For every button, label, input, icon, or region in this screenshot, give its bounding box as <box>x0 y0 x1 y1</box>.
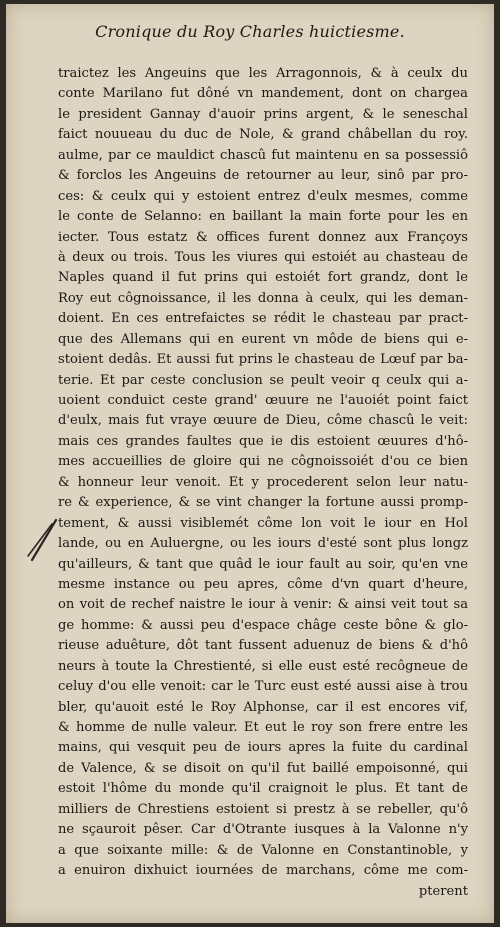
catchword: pterent <box>418 883 468 899</box>
text-line: a que soixante mille: & de Valonne en Constantinoble, y <box>58 842 468 858</box>
text-line: faict nouueau du duc de Nole, & grand châbellan du roy. <box>58 127 468 143</box>
text-line: a enuiron dixhuict iournées de marchans, côme me com- <box>58 863 468 879</box>
text-line: Roy eut côgnoissance, il les donna à ceulx, qui les deman- <box>58 290 468 306</box>
text-line: mes accueillies de gloire qui ne côgnoissoiét d'ou ce bien <box>58 454 468 470</box>
text-line: le conte de Selanno: en baillant la main forte pour les en <box>58 209 468 225</box>
text-line: tement, & aussi visiblemét côme lon voit le iour en Hol <box>58 515 468 531</box>
text-line: estoit l'hôme du monde qu'il craignoit le plus. Et tant de <box>58 781 468 797</box>
text-line: iecter. Tous estatz & offices furent donnez aux Françoys <box>58 229 468 245</box>
text-line: neurs à toute la Chrestienté, si elle eust esté recôgneue de <box>58 658 468 674</box>
text-line: à deux ou trois. Tous les viures qui estoiét au chasteau de <box>58 249 468 265</box>
book-page <box>6 4 494 923</box>
text-line: ne sçauroit pêser. Car d'Otrante iusques à la Valonne n'y <box>58 822 468 838</box>
text-line: d'eulx, mais fut vraye œuure de Dieu, côme chascû le veit: <box>58 413 468 429</box>
text-line: mais ces grandes faultes que ie dis estoient œuures d'hô- <box>58 433 468 449</box>
text-line: que des Allemans qui en eurent vn môde de biens qui e- <box>58 331 468 347</box>
text-line: ces: & ceulx qui y estoient entrez d'eulx mesmes, comme <box>58 188 468 204</box>
text-line: rieuse aduêture, dôt tant fussent aduenuz de biens & d'hô <box>58 638 468 654</box>
text-line: Naples quand il fut prins qui estoiét fort grandz, dont le <box>58 270 468 286</box>
text-line: qu'ailleurs, & tant que quâd le iour fault au soir, qu'en vne <box>58 556 468 572</box>
text-line: traictez les Angeuins que les Arragonnois, & à ceulx du <box>58 66 468 81</box>
margin-annotation-mark <box>22 516 62 566</box>
text-line: mains, qui vesquit peu de iours apres la fuite du cardinal <box>58 740 468 756</box>
text-line: de Valence, & se disoit on qu'il fut baillé empoisonné, qui <box>58 760 468 776</box>
text-line: bler, qu'auoit esté le Roy Alphonse, car il est encores vif, <box>58 699 468 715</box>
body-text <box>58 64 468 902</box>
running-header: Cronique du Roy Charles huictiesme. <box>95 22 405 41</box>
text-line: conte Marilano fut dôné vn mandement, dont on chargea <box>58 86 468 102</box>
text-line: & homme de nulle valeur. Et eut le roy son frere entre les <box>58 720 468 735</box>
text-line: re & experience, & se vint changer la fortune aussi promp- <box>58 495 468 511</box>
text-line: on voit de rechef naistre le iour à venir: & ainsi veit tout sa <box>58 597 468 613</box>
text-line: le president Gannay d'auoir prins argent, & le seneschal <box>58 106 468 122</box>
text-line: ge homme: & aussi peu d'espace châge ceste bône & glo- <box>58 617 468 633</box>
text-line: uoient conduict ceste grand' œuure ne l'auoiét point faict <box>58 393 468 408</box>
text-line: lande, ou en Auluergne, ou les iours d'esté sont plus longz <box>58 536 468 552</box>
text-line: aulme, par ce mauldict chascû fut maintenu en sa possessiô <box>58 147 468 163</box>
text-line: mesme instance ou peu apres, côme d'vn quart d'heure, <box>58 576 468 592</box>
text-line: celuy d'ou elle venoit: car le Turc eust esté aussi aise à trou <box>58 679 468 695</box>
text-line: & forclos les Angeuins de retourner au leur, sinô par pro- <box>58 168 468 184</box>
text-line: doient. En ces entrefaictes se rédit le chasteau par pract- <box>58 311 468 327</box>
text-line: terie. Et par ceste conclusion se peult veoir q ceulx qui a- <box>58 372 468 388</box>
text-line: & honneur leur venoit. Et y procederent selon leur natu- <box>58 474 468 490</box>
text-line: stoient dedâs. Et aussi fut prins le chasteau de Lœuf par ba- <box>58 352 468 368</box>
text-line: milliers de Chrestiens estoient si prestz à se rebeller, qu'ô <box>58 801 468 817</box>
